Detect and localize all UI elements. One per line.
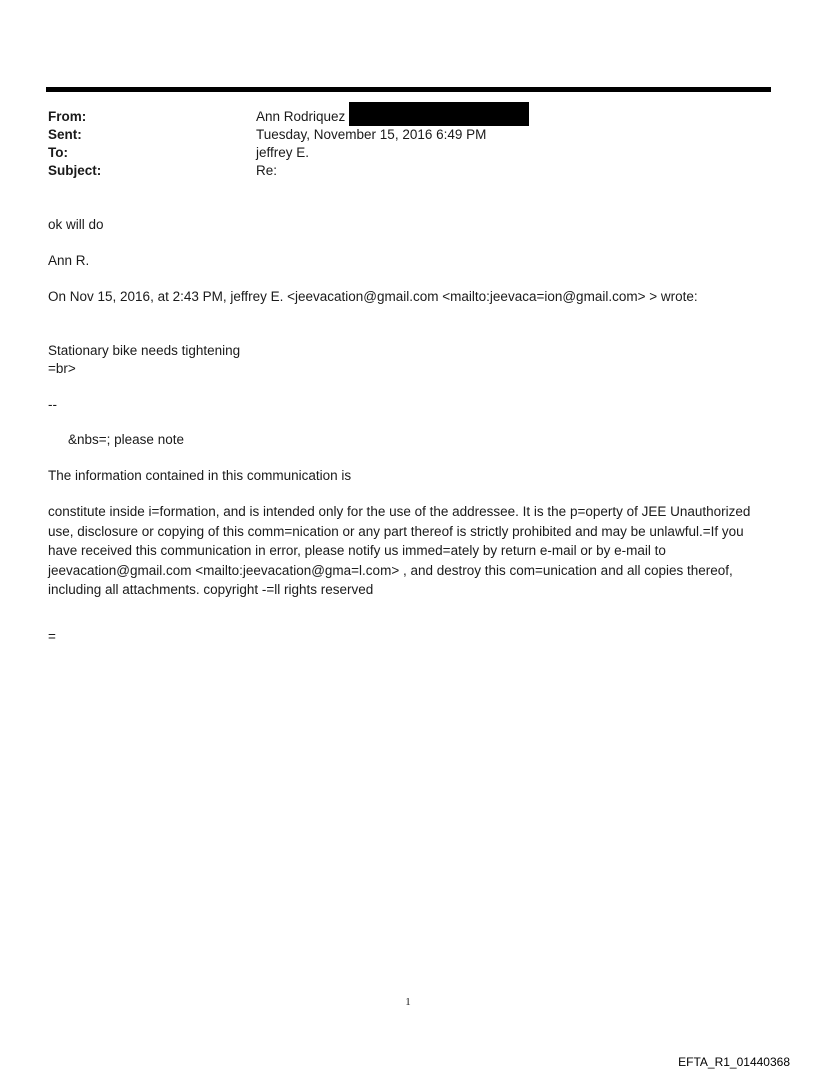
info-line: The information contained in this communication is bbox=[48, 468, 352, 483]
signature: Ann R. bbox=[48, 253, 90, 268]
sent-value: Tuesday, November 15, 2016 6:49 PM bbox=[256, 127, 487, 142]
to-value: jeffrey E. bbox=[256, 145, 310, 160]
trailing-equals: = bbox=[48, 629, 56, 644]
sent-label: Sent: bbox=[48, 127, 82, 142]
quote-intro: On Nov 15, 2016, at 2:43 PM, jeffrey E. <jeevacation@gmail.com <mailto:jeevaca=ion@gmail.com> > wrote: bbox=[48, 289, 698, 304]
redaction-box bbox=[349, 102, 529, 126]
from-value: Ann Rodriquez bbox=[256, 109, 346, 124]
subject-value: Re: bbox=[256, 163, 278, 178]
header-rule bbox=[46, 87, 771, 92]
document-id: EFTA_R1_01440368 bbox=[678, 1055, 790, 1069]
disclaimer-line: have received this communication in error, please notify us immed=ately by return e-mail or by e-mail to bbox=[48, 543, 666, 558]
quoted-message: Stationary bike needs tightening bbox=[48, 343, 241, 358]
disclaimer-line: constitute inside i=formation, and is intended only for the use of the addressee. It is the p=operty of JEE Unauthorized bbox=[48, 504, 751, 519]
disclaimer-paragraph bbox=[48, 502, 760, 600]
to-label: To: bbox=[48, 145, 68, 160]
disclaimer-line: jeevacation@gmail.com <mailto:jeevacation@gma=l.com> , and destroy this com=unication and all copies thereof, bbox=[48, 562, 733, 578]
subject-label: Subject: bbox=[48, 163, 102, 178]
disclaimer-line: including all attachments. copyright -=ll rights reserved bbox=[48, 582, 374, 597]
separator: -- bbox=[48, 397, 57, 412]
reply-text: ok will do bbox=[48, 217, 104, 232]
page-number: 1 bbox=[405, 996, 411, 1008]
disclaimer-line: use, disclosure or copying of this comm=nication or any part thereof is strictly prohibited and may be unlawful.=If you bbox=[48, 523, 744, 539]
nbsp-note: &nbs=; please note bbox=[68, 432, 184, 447]
from-label: From: bbox=[48, 109, 87, 124]
br-artifact: =br> bbox=[48, 361, 76, 376]
